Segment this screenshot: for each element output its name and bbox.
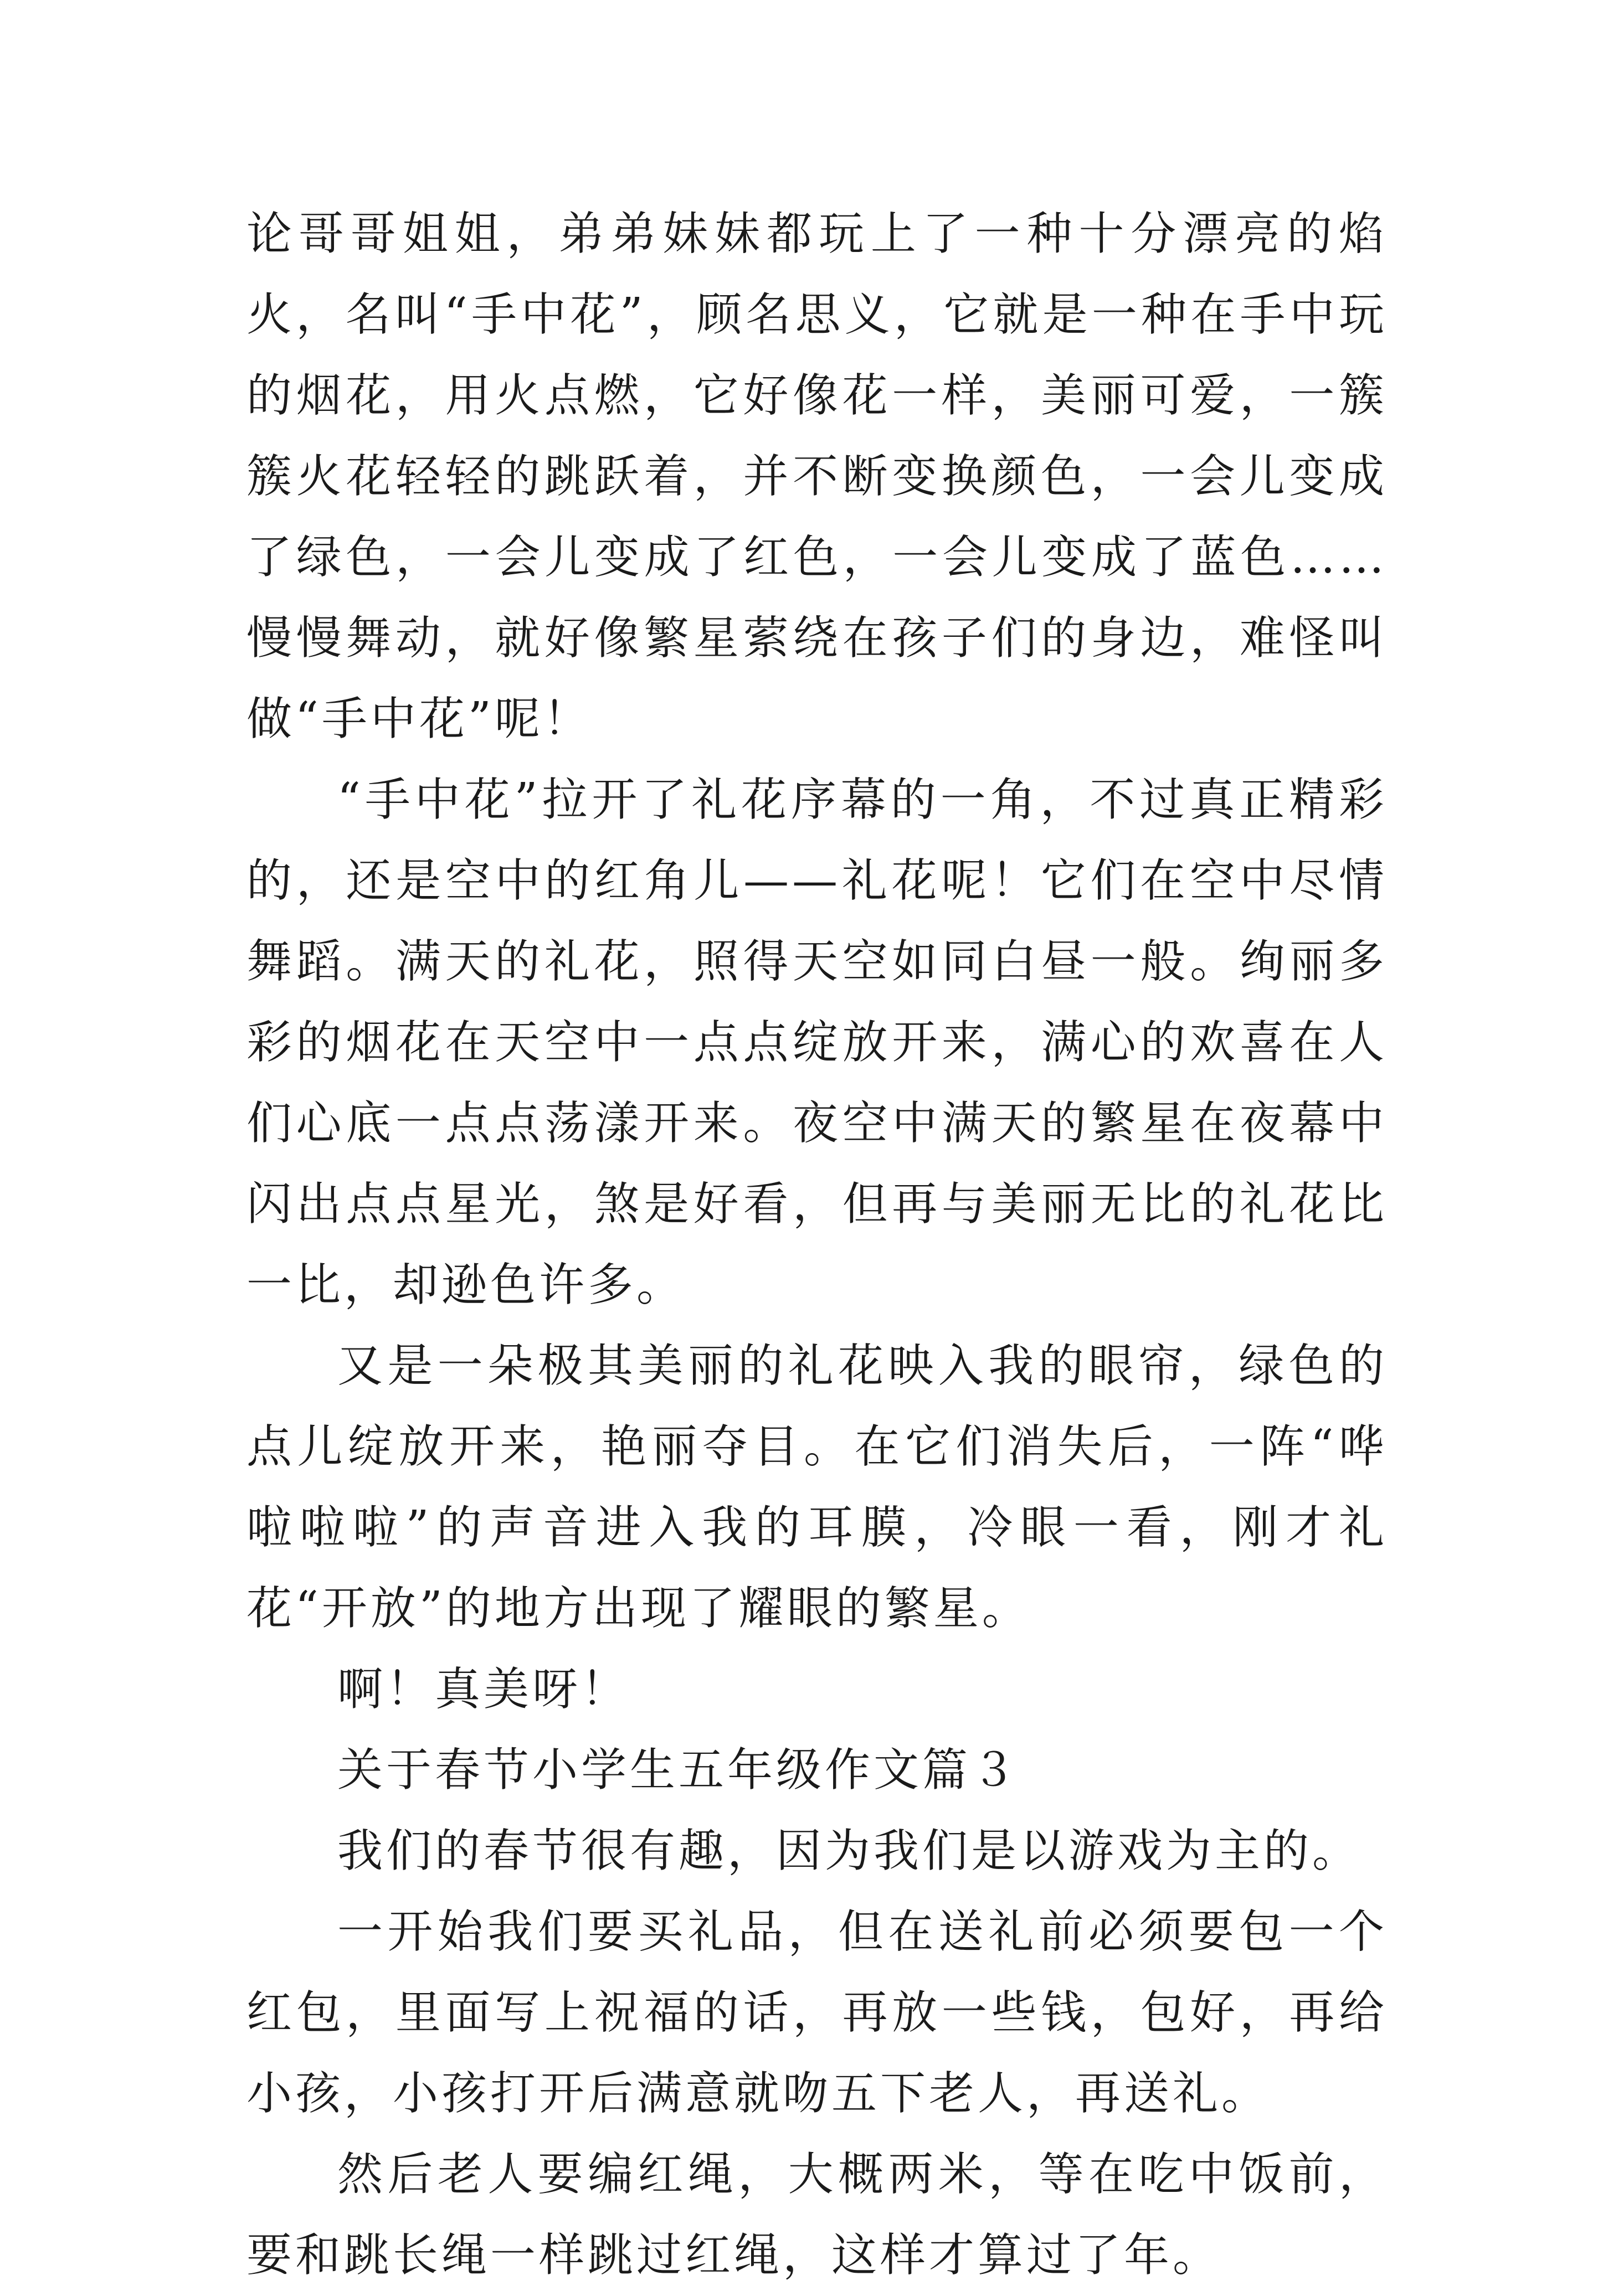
paragraph-p2: “手中花”拉开了礼花序幕的一角，不过真正精彩的，还是空中的红角儿——礼花呢！它们在空中尽情舞蹈。满天的礼花，照得天空如同白昼一般。绚丽多彩的烟花在天空中一点点绽放开来，满心的欢喜在人们心底一点点荡漾开来。夜空中满天的繁星在夜幕中闪出点点星光，煞是好看，但再与美丽无比的礼花比一比，却逊色许多。 xyxy=(246,774,1388,1311)
paragraph-p1: 论哥哥姐姐，弟弟妹妹都玩上了一种十分漂亮的焰火，名叫“手中花”，顾名思义，它就是一种在手中玩的烟花，用火点燃，它好像花一样，美丽可爱，一簇簇火花轻轻的跳跃着，并不断变换颜色，一会儿变成了绿色，一会儿变成了红色，一会儿变成了蓝色……慢慢舞动，就好像繁星萦绕在孩子们的身边，难怪叫做“手中花”呢！ xyxy=(246,208,1388,745)
paragraph-p6: 我们的春节很有趣，因为我们是以游戏为主的。 xyxy=(337,1825,1361,1877)
document-body xyxy=(246,194,1388,2296)
paragraph-p8: 然后老人要编红绳，大概两米，等在吃中饭前，要和跳长绳一样跳过红绳，这样才算过了年。 xyxy=(246,2148,1388,2282)
paragraph-p5: 关于春节小学生五年级作文篇３ xyxy=(337,1744,1020,1796)
paragraph-p4: 啊！真美呀！ xyxy=(337,1663,630,1716)
paragraph-p3: 又是一朵极其美丽的礼花映入我的眼帘，绿色的点儿绽放开来，艳丽夺目。在它们消失后，一阵“哗啦啦啦”的声音进入我的耳膜，冷眼一看，刚才礼花“开放”的地方出现了耀眼的繁星。 xyxy=(246,1340,1388,1635)
paragraph-p7: 一开始我们要买礼品，但在送礼前必须要包一个红包，里面写上祝福的话，再放一些钱，包好，再给小孩，小孩打开后满意就吻五下老人，再送礼。 xyxy=(246,1906,1388,2120)
